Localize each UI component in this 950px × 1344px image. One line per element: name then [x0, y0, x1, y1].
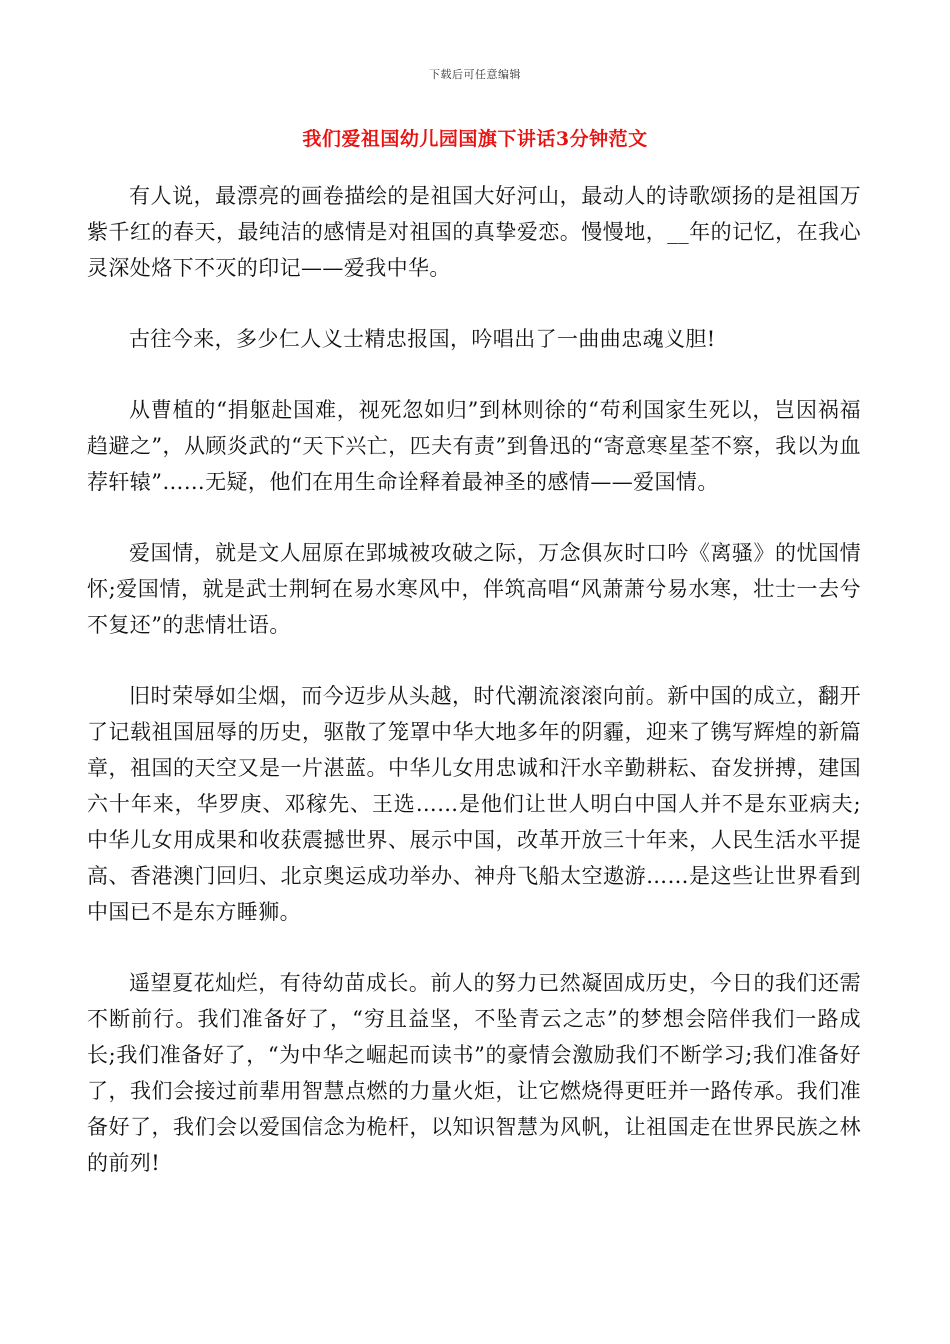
document-body [87, 178, 861, 1216]
paragraph-2: 古往今来，多少仁人义士精忠报国，吟唱出了一曲曲忠魂义胆! [129, 327, 716, 351]
paragraph-4: 爱国情，就是文人屈原在郢城被攻破之际，万念俱灰时口吟《离骚》的忧国情怀;爱国情，就是武士荆轲在易水寒风中，伴筑高唱“风萧萧兮易水寒，壮士一去兮不复还”的悲情壮语。 [87, 541, 861, 637]
paragraph-1: 有人说，最漂亮的画卷描绘的是祖国大好河山，最动人的诗歌颂扬的是祖国万紫千红的春天，最纯洁的感情是对祖国的真挚爱恋。慢慢地，__年的记忆，在我心灵深处烙下不灭的印记——爱我中华。 [87, 184, 861, 280]
paragraph-3: 从曹植的“捐躯赴国难，视死忽如归”到林则徐的“苟利国家生死以，岂因祸福趋避之”，从顾炎武的“天下兴亡，匹夫有责”到鲁迅的“寄意寒星荃不察，我以为血荐轩辕”……无疑，他们在用生命诠释着最神圣的感情——爱国情。 [87, 398, 861, 494]
document-title: 我们爱祖国幼儿园国旗下讲话3分钟范文 [302, 128, 648, 150]
paragraph-6: 遥望夏花灿烂，有待幼苗成长。前人的努力已然凝固成历史，今日的我们还需不断前行。我们准备好了，“穷且益坚，不坠青云之志”的梦想会陪伴我们一路成长;我们准备好了，“为中华之崛起而读书”的豪情会激励我们不断学习;我们准备好了，我们会接过前辈用智慧点燃的力量火炬，让它燃烧得更旺并一路传承。我们准备好了，我们会以爱国信念为桅杆，以知识智慧为风帆，让祖国走在世界民族之林的前列! [87, 971, 861, 1175]
header-note: 下载后可任意编辑 [429, 68, 521, 81]
paragraph-5: 旧时荣辱如尘烟，而今迈步从头越，时代潮流滚滚向前。新中国的成立，翻开了记载祖国屈辱的历史，驱散了笼罩中华大地多年的阴霾，迎来了镌写辉煌的新篇章，祖国的天空又是一片湛蓝。中华儿女用忠诚和汗水辛勤耕耘、奋发拼搏，建国六十年来，华罗庚、邓稼先、王选……是他们让世人明白中国人并不是东亚病夫;中华儿女用成果和收获震撼世界、展示中国，改革开放三十年来，人民生活水平提高、香港澳门回归、北京奥运成功举办、神舟飞船太空遨游……是这些让世界看到中国已不是东方睡狮。 [87, 684, 861, 924]
